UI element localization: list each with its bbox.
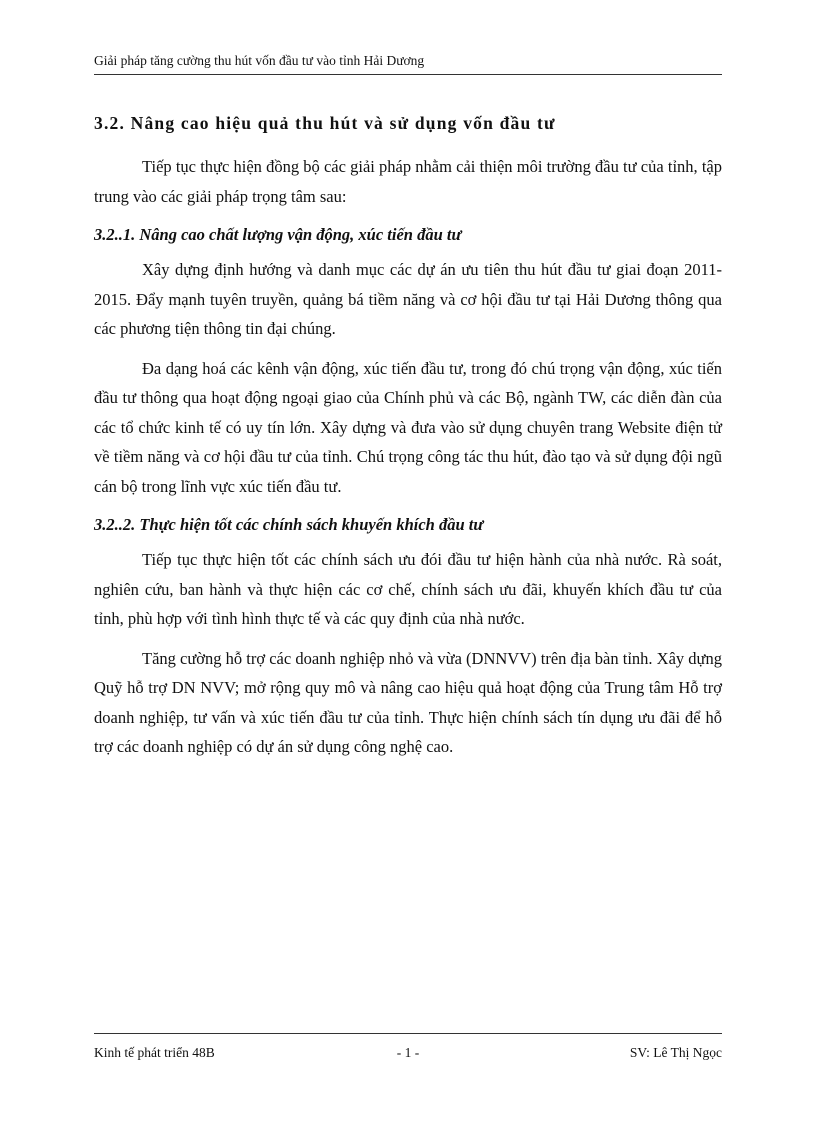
section-title: 3.2. Nâng cao hiệu quả thu hút và sử dụng vốn đầu tư <box>94 113 556 133</box>
page-number: - 1 - <box>396 1045 420 1060</box>
paragraph: Xây dựng định hướng và danh mục các dự án ưu tiên thu hút đầu tư giai đoạn 2011- 2015. Đẩy mạnh tuyên truyền, quảng bá tiềm năng và cơ hội đầu tư tại Hải Dương thông qua các phương tiện thông tin đại chúng. <box>94 260 722 338</box>
subsection-title-1: 3.2..1. Nâng cao chất lượng vận động, xúc tiến đầu tư <box>94 225 462 244</box>
paragraph: Đa dạng hoá các kênh vận động, xúc tiến đầu tư, trong đó chú trọng vận động, xúc tiến đầu tư thông qua hoạt động ngoại giao của Chính phủ và các Bộ, ngành TW, các diễn đàn của các tổ chức kinh tế có uy tín lớn. Xây dựng và đưa vào sử dụng chuyên trang Website điện tử về tiềm năng và cơ hội đầu tư của tỉnh. Chú trọng công tác thu hút, đào tạo và sử dụng đội ngũ cán bộ trong lĩnh vực xúc tiến đầu tư. <box>94 358 722 496</box>
paragraph: Tăng cường hỗ trợ các doanh nghiệp nhỏ và vừa (DNNVV) trên địa bàn tỉnh. Xây dựng Quỹ hỗ trợ DN NVV; mở rộng quy mô và nâng cao hiệu quả hoạt động của Trung tâm Hỗ trợ doanh nghiệp, tư vấn và xúc tiến đầu tư của tỉnh. Thực hiện chính sách tín dụng ưu đãi để hỗ trợ các doanh nghiệp có dự án sử dụng công nghệ cao. <box>94 648 722 756</box>
section-intro-paragraph: Tiếp tục thực hiện đồng bộ các giải pháp nhằm cải thiện môi trường đầu tư của tỉnh, tập trung vào các giải pháp trọng tâm sau: <box>94 157 722 206</box>
page-footer <box>94 1033 722 1062</box>
footer-course: Kinh tế phát triển 48B <box>94 1045 215 1060</box>
header-title: Giải pháp tăng cường thu hút vốn đầu tư vào tỉnh Hải Dương <box>94 53 425 68</box>
footer-student: SV: Lê Thị Ngọc <box>629 1045 722 1060</box>
document-body <box>94 108 722 772</box>
page-header <box>94 52 722 75</box>
paragraph: Tiếp tục thực hiện tốt các chính sách ưu đói đầu tư hiện hành của nhà nước. Rà soát, nghiên cứu, ban hành và thực hiện các cơ chế, chính sách ưu đãi, khuyến khích đầu tư của tỉnh, phù hợp với tình hình thực tế và các quy định của nhà nước. <box>94 550 722 628</box>
subsection-title-2: 3.2..2. Thực hiện tốt các chính sách khuyến khích đầu tư <box>94 515 484 534</box>
